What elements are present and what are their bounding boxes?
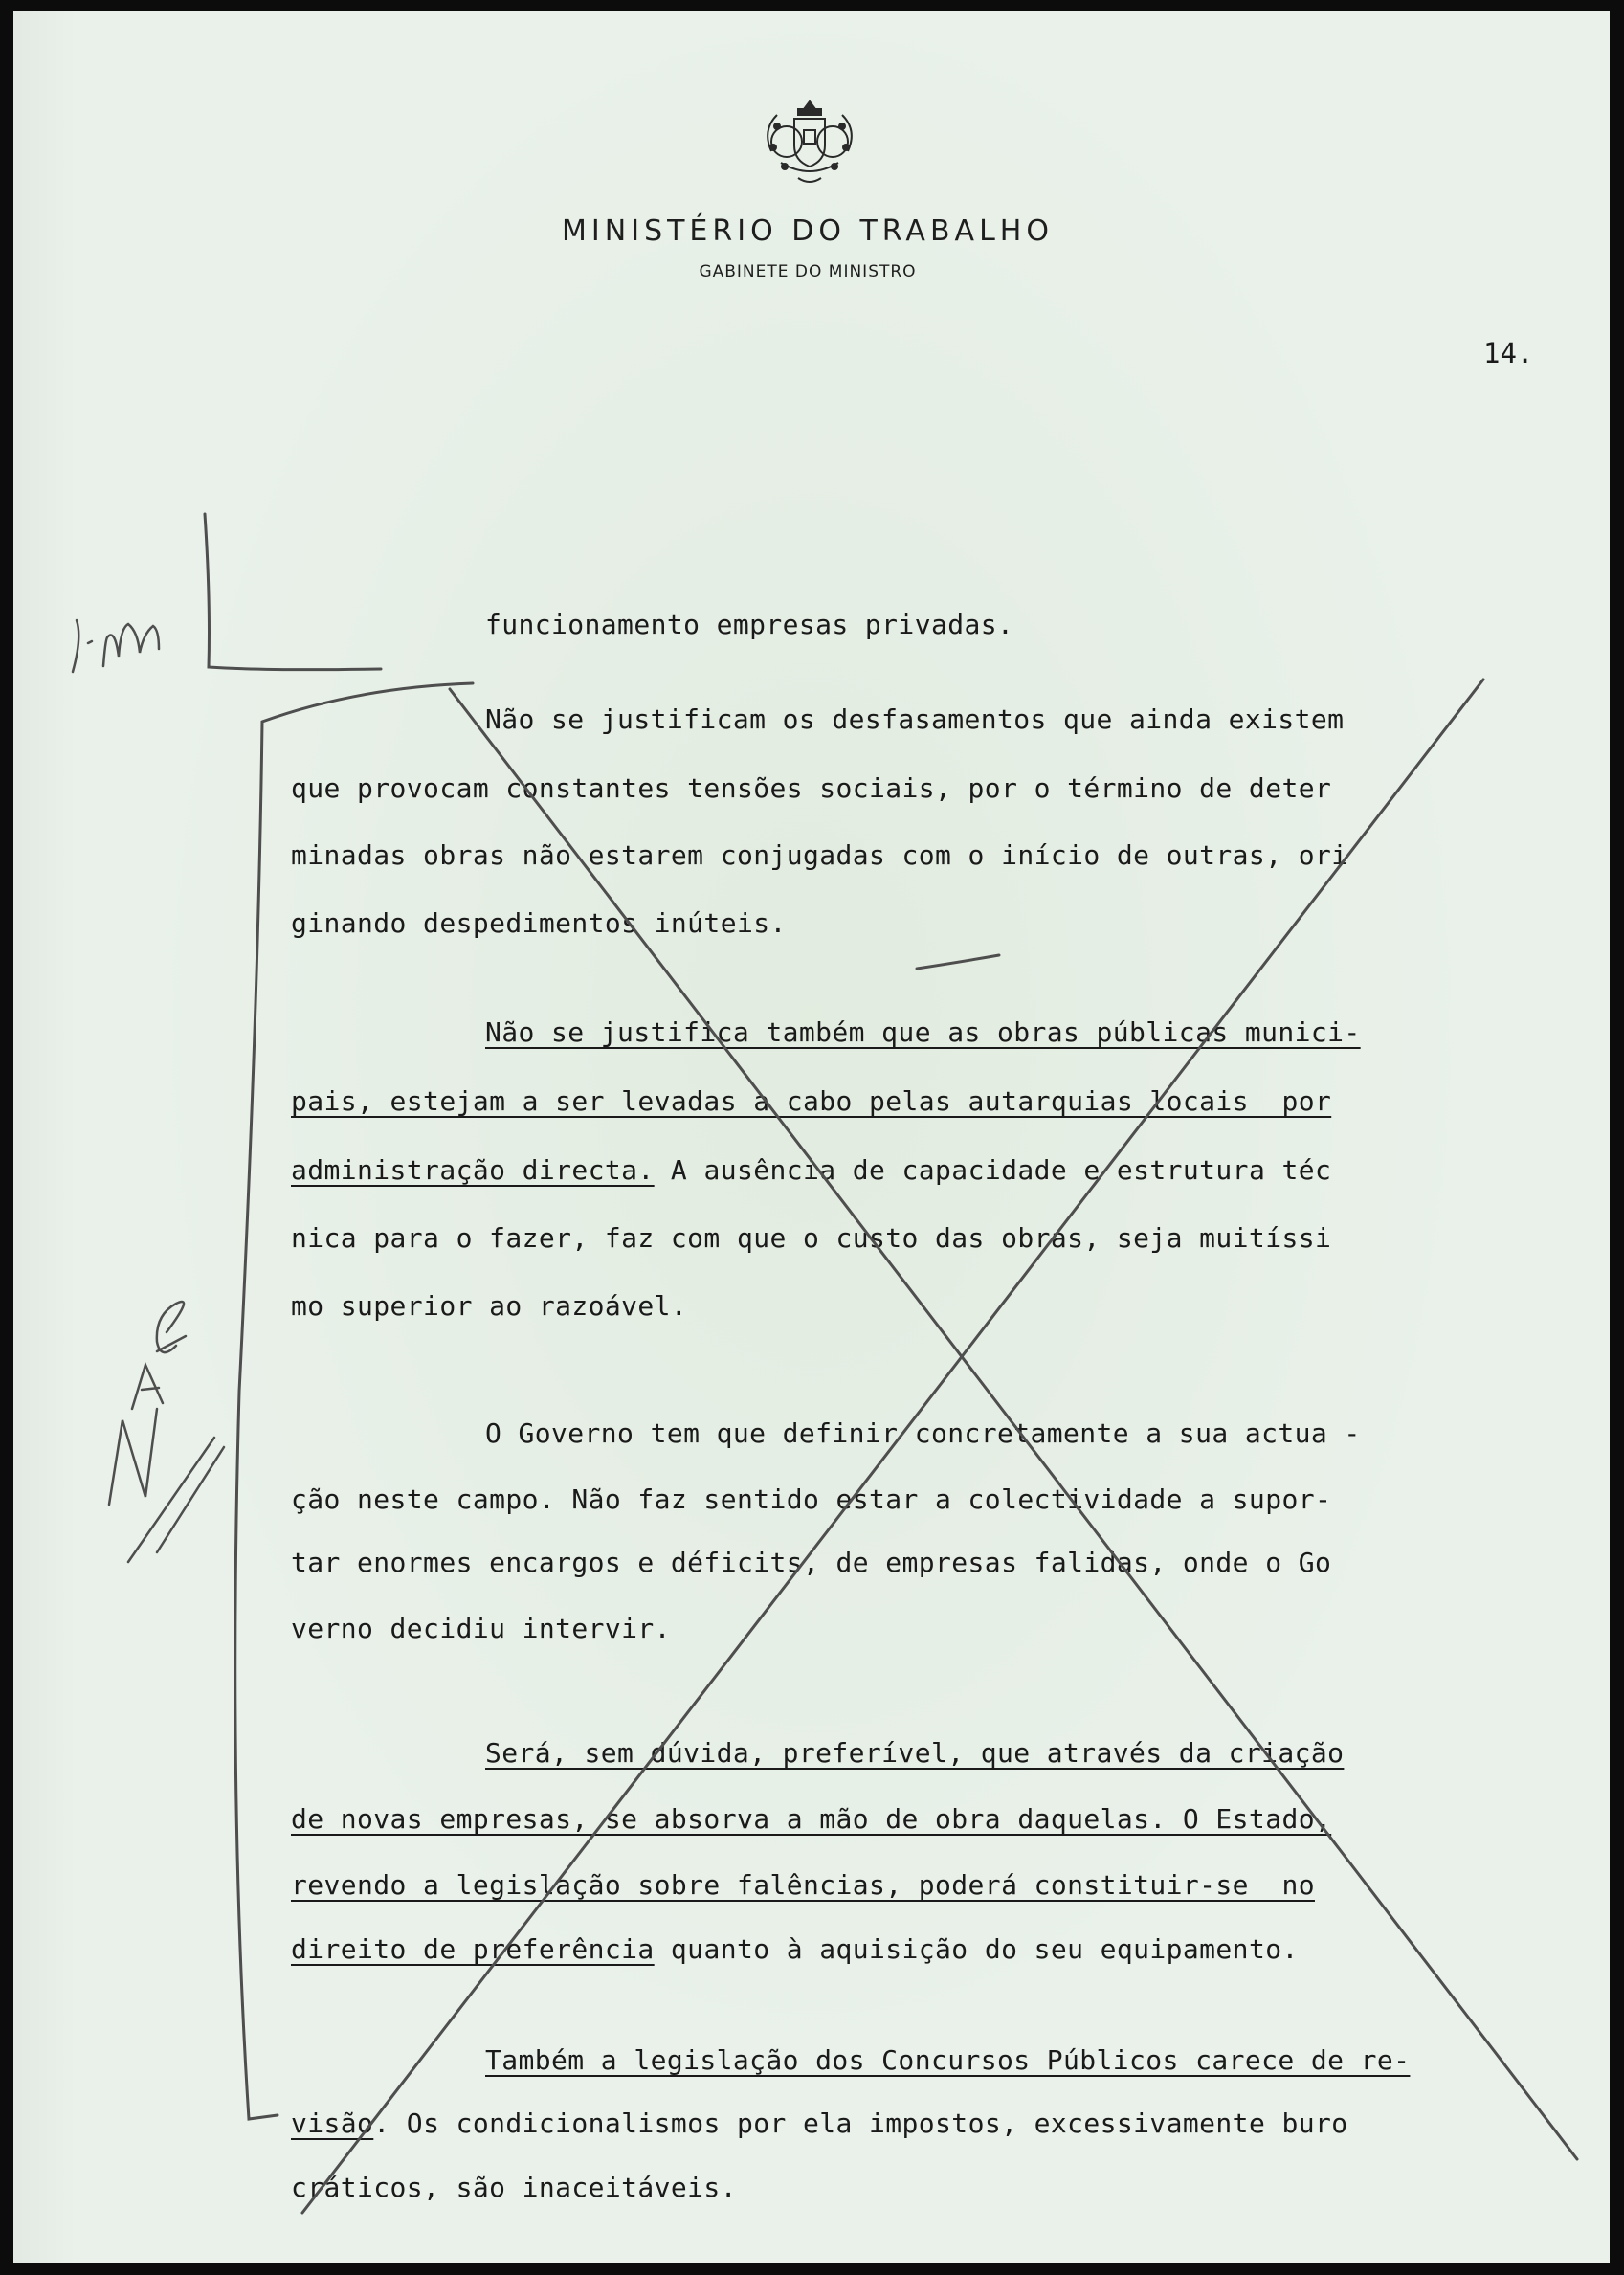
annotation-underline-stroke (128, 1438, 224, 1562)
underlined-text-line: pais, estejam a ser levadas a cabo pelas autarquias locais por (291, 1085, 1332, 1117)
text-line: minadas obras não estarem conjugadas com o início de outras, ori (291, 839, 1348, 871)
underlined-text-line: de novas empresas, se absorva a mão de obra daquelas. O Estado, (291, 1803, 1332, 1835)
underlined-phrase: administração directa. (291, 1154, 655, 1186)
text-span: quanto à aquisição do seu equipamento. (654, 1933, 1299, 1965)
cross-out-stroke (450, 689, 1577, 2159)
text-line: O Governo tem que definir concretamente a sua actua - (485, 1417, 1361, 1449)
annotation-sim-handwritten (73, 620, 159, 672)
underlined-text-line: Será, sem dúvida, preferível, que através da criação (485, 1737, 1345, 1769)
text-line: cráticos, são inaceitáveis. (291, 2172, 737, 2203)
text-span: A ausência de capacidade e estrutura téc (654, 1154, 1332, 1186)
annotation-nao-handwritten (109, 1302, 186, 1505)
stray-pencil-dash (917, 955, 999, 969)
text-line: ginando despedimentos inúteis. (291, 907, 787, 939)
bracket-top-mark (205, 514, 381, 670)
text-line: que provocam constantes tensões sociais, por o término de deter (291, 772, 1332, 804)
text-line: mo superior ao razoável. (291, 1290, 688, 1322)
text-line: ção neste campo. Não faz sentido estar a colectividade a supor- (291, 1483, 1332, 1515)
margin-bracket-line (235, 683, 473, 2119)
text-line: nica para o fazer, faz com que o custo das obras, seja muitíssi (291, 1222, 1332, 1254)
document-page (13, 11, 1610, 2263)
text-line: tar enormes encargos e déficits, de empresas falidas, onde o Go (291, 1547, 1332, 1578)
underlined-text-line: revendo a legislação sobre falências, poderá constituir-se no (291, 1869, 1315, 1901)
text-line: funcionamento empresas privadas. (485, 609, 1014, 640)
underlined-text-line: Não se justifica também que as obras públicas munici- (485, 1016, 1361, 1048)
cross-out-stroke (302, 680, 1483, 2213)
underlined-phrase: direito de preferência (291, 1933, 655, 1965)
underlined-text-line: Também a legislação dos Concursos Públicos carece de re- (485, 2044, 1411, 2076)
page-number: 14. (1483, 337, 1534, 369)
text-span: . Os condicionalismos por ela impostos, excessivamente buro (373, 2108, 1348, 2139)
cabinet-name: GABINETE DO MINISTRO (699, 262, 917, 281)
text-line: verno decidiu intervir. (291, 1613, 671, 1644)
pencil-annotations (13, 11, 1610, 2263)
ministry-name: MINISTÉRIO DO TRABALHO (562, 214, 1054, 248)
underlined-phrase: visão (291, 2108, 374, 2139)
text-line: Não se justificam os desfasamentos que ainda existem (485, 703, 1345, 735)
